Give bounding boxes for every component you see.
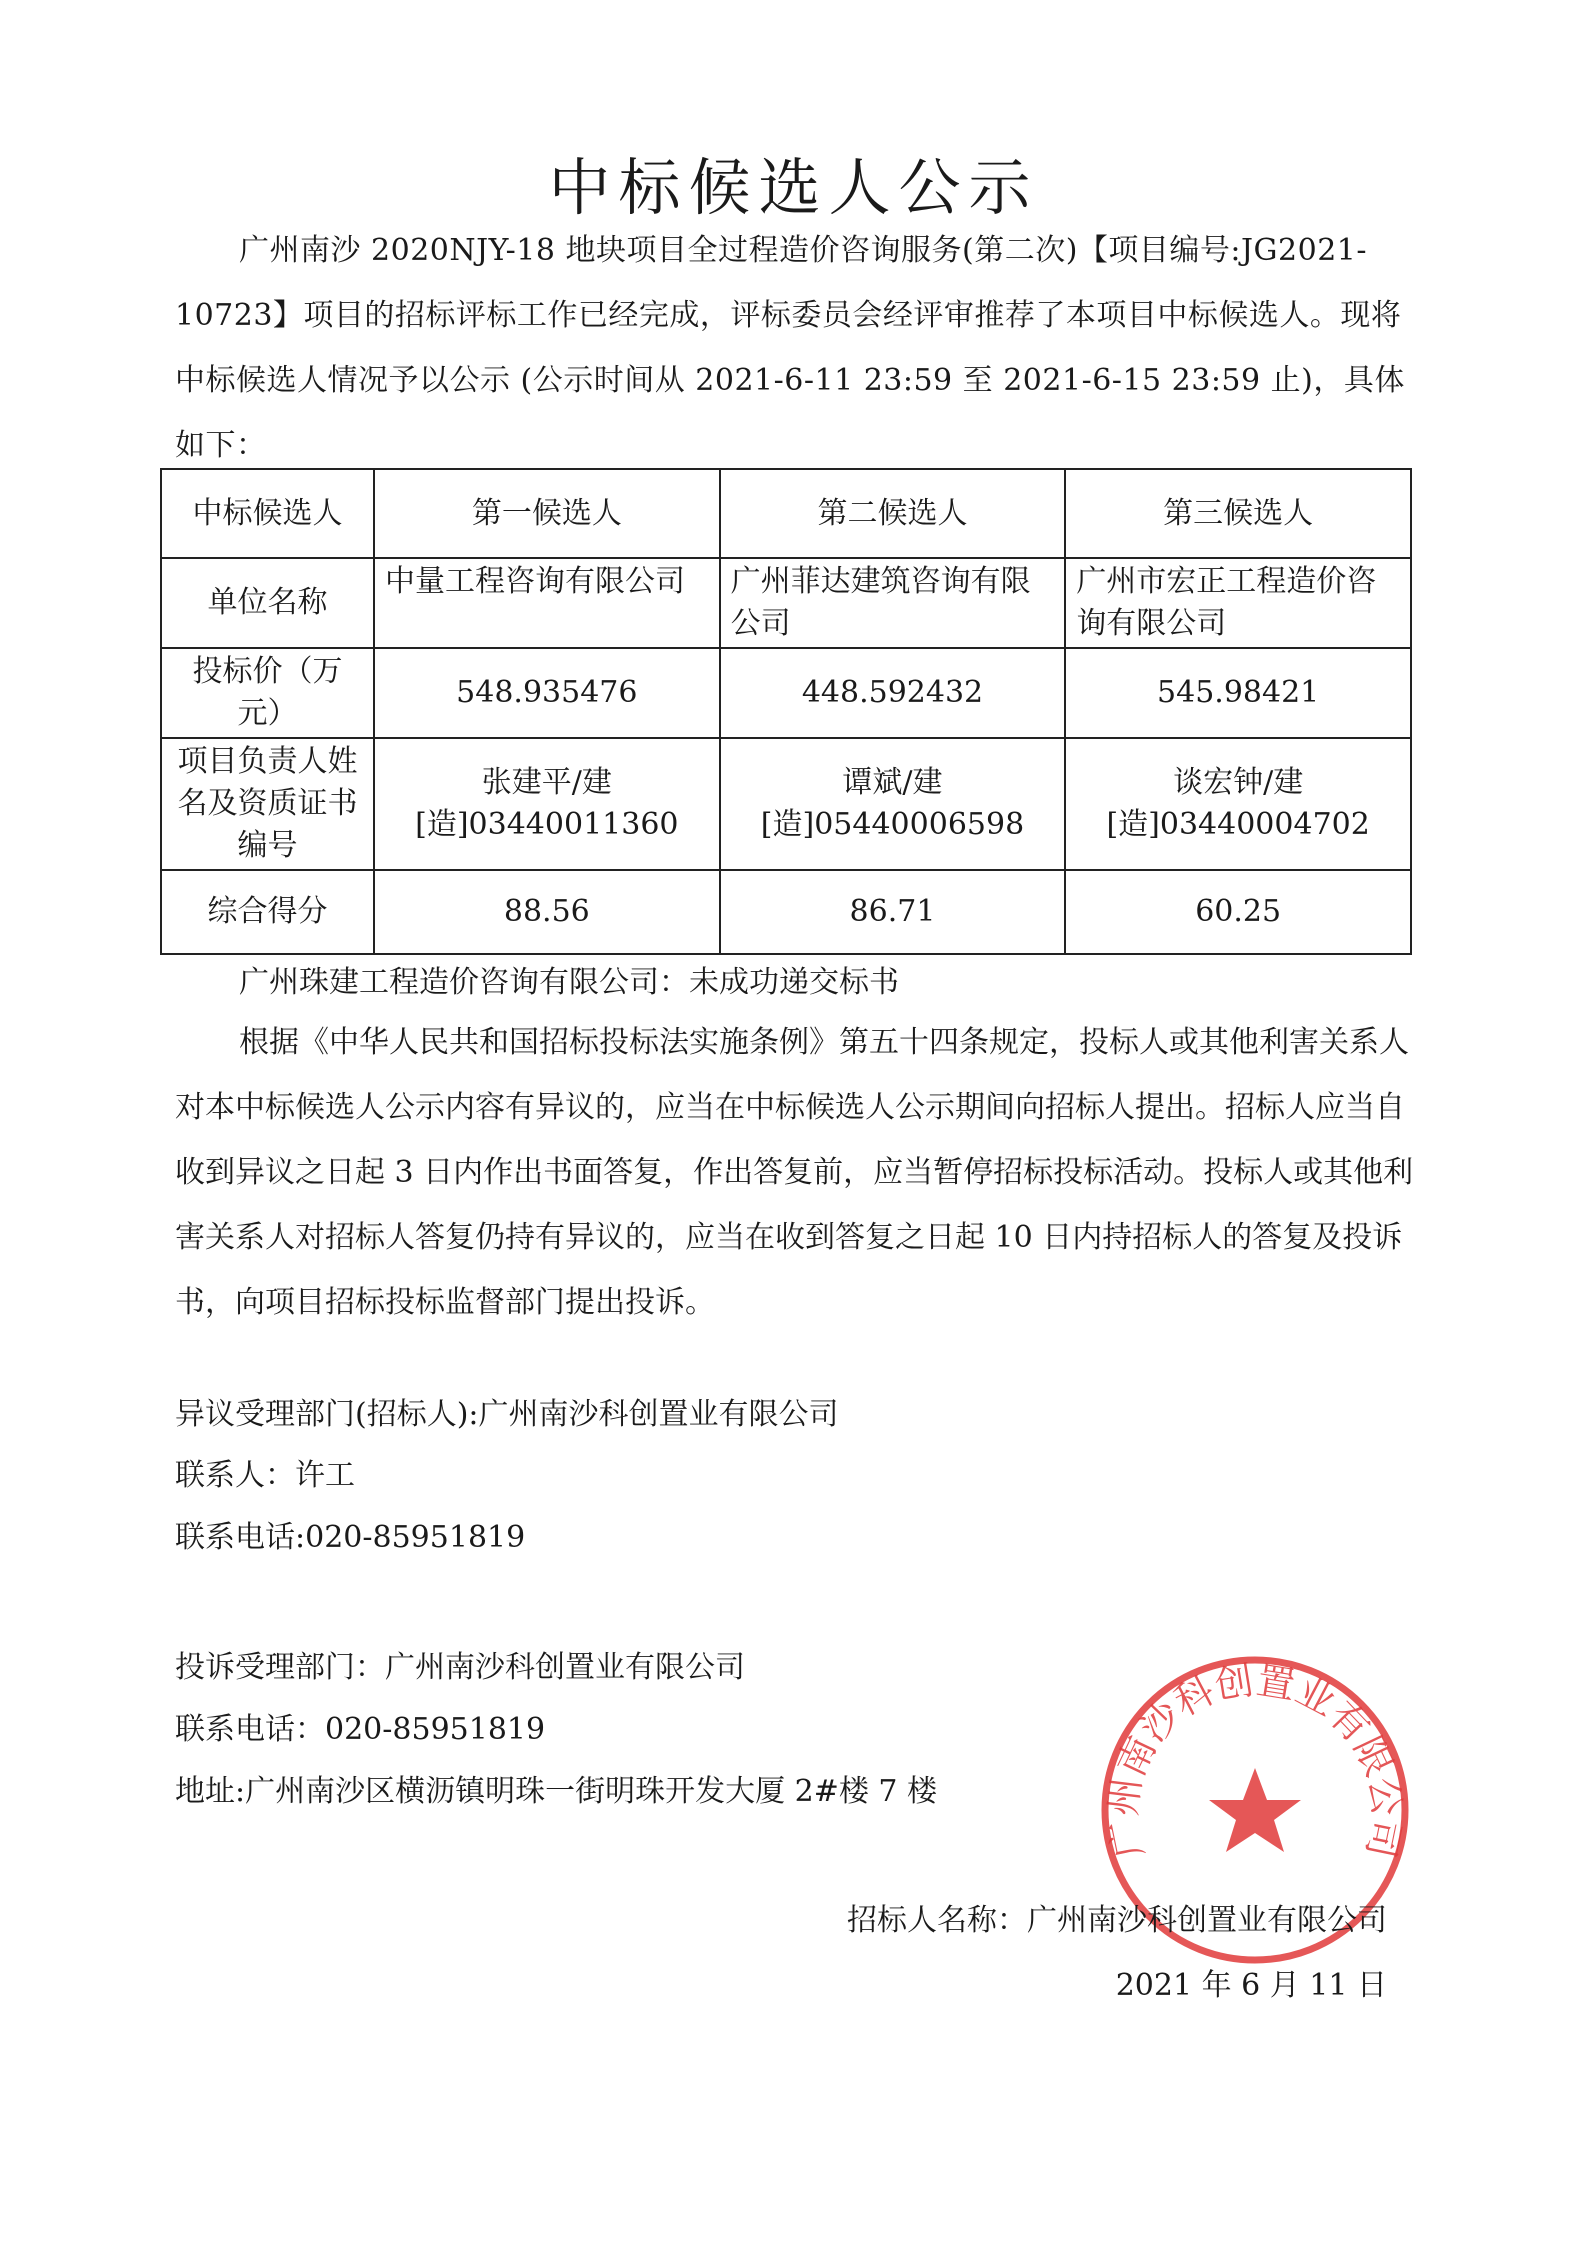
complaint-dept: 投诉受理部门：广州南沙科创置业有限公司 (175, 1650, 745, 1685)
row-label: 投标价（万元） (161, 648, 374, 738)
table-cell: 中量工程咨询有限公司 (374, 558, 720, 648)
law-paragraph: 根据《中华人民共和国招标投标法实施条例》第五十四条规定，投标人或其他利害关系人对本中标候选人公示内容有异议的，应当在中标候选人公示期间向招标人提出。招标人应当自收到异议之日起 3 日内作出书面答复，作出答复前，应当暂停招标投标活动。投标人或其他利害关系人对招标人答复仍持有异议的，应当在收到答复之日起 10 日内持招标人的答复及投诉书，向项目招标投标监督部门提出投诉。 (175, 1025, 1414, 1320)
row-label: 单位名称 (161, 558, 374, 648)
table-cell: 广州菲达建筑咨询有限公司 (720, 558, 1066, 648)
table-cell: 548.935476 (374, 648, 720, 738)
table-header-cell: 中标候选人 (161, 469, 374, 558)
note-paragraph: 广州珠建工程造价咨询有限公司：未成功递交标书 (239, 965, 899, 1000)
table-row (161, 738, 1411, 870)
table-cell: 545.98421 (1065, 648, 1411, 738)
table-cell: 张建平/建[造]03440011360 (374, 738, 720, 870)
table-cell: 谭斌/建[造]05440006598 (720, 738, 1066, 870)
svg-text:广州南沙科创置业有限公司: 广州南沙科创置业有限公司 (1100, 1658, 1410, 1862)
table-header-cell: 第二候选人 (720, 469, 1066, 558)
sign-date: 2021 年 6 月 11 日 (1115, 1968, 1387, 2003)
table-cell: 88.56 (374, 870, 720, 954)
table-header-cell: 第一候选人 (374, 469, 720, 558)
table-header-row (161, 469, 1411, 558)
table-cell: 86.71 (720, 870, 1066, 954)
tenderer-name: 招标人名称：广州南沙科创置业有限公司 (847, 1903, 1387, 1938)
table-row (161, 648, 1411, 738)
page-title: 中标候选人公示 (548, 151, 1039, 224)
intro-paragraph: 广州南沙 2020NJY-18 地块项目全过程造价咨询服务(第二次)【项目编号:JG2021-10723】项目的招标评标工作已经完成，评标委员会经评审推荐了本项目中标候选人。现将中标候选人情况予以公示 (公示时间从 2021-6-11 23:59 至 2021-6-15 23:59 止)，具体如下： (175, 233, 1405, 463)
table-cell: 448.592432 (720, 648, 1066, 738)
complaint-phone: 联系电话：020-85951819 (175, 1712, 546, 1747)
table-cell: 广州市宏正工程造价咨询有限公司 (1065, 558, 1411, 648)
complaint-address: 地址:广州南沙区横沥镇明珠一街明珠开发大厦 2#楼 7 楼 (175, 1774, 938, 1809)
row-label: 项目负责人姓名及资质证书编号 (161, 738, 374, 870)
objection-dept: 异议受理部门(招标人):广州南沙科创置业有限公司 (175, 1397, 839, 1432)
table-header-cell: 第三候选人 (1065, 469, 1411, 558)
objection-contact: 联系人：许工 (175, 1458, 355, 1493)
table-row (161, 558, 1411, 648)
objection-phone: 联系电话:020-85951819 (175, 1520, 526, 1555)
table-row (161, 870, 1411, 954)
row-label: 综合得分 (161, 870, 374, 954)
table-cell: 60.25 (1065, 870, 1411, 954)
candidate-table (160, 468, 1412, 955)
table-cell: 谈宏钟/建[造]03440004702 (1065, 738, 1411, 870)
